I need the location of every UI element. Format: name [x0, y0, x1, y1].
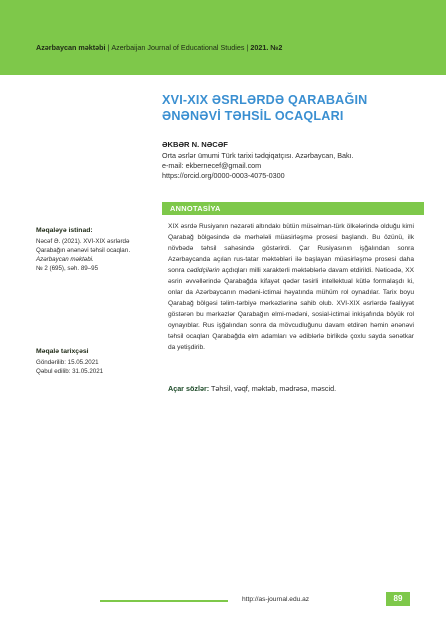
abstract-italic-term: cədidçilərin	[186, 267, 220, 274]
running-header: Azərbaycan məktəbi | Azerbaijan Journal of Educational Studies | 2021. №2	[36, 43, 283, 52]
author-name: ƏKBƏR N. NƏCƏF	[162, 140, 228, 149]
citation-line-2: Qarabağın ənənəvi təhsil ocaqları.	[36, 247, 131, 254]
citation-line-1: Nəcəf Ə. (2021). XVI-XIX əsrlərdə	[36, 238, 130, 245]
orcid-link[interactable]: https://orcid.org/0000-0003-4075-0300	[162, 171, 285, 180]
history-sent: Göndərilib: 15.05.2021	[36, 359, 99, 366]
header-bar	[0, 0, 446, 75]
left-rail	[36, 92, 144, 584]
keywords-label: Açar sözlər:	[168, 384, 210, 393]
history-block	[36, 347, 103, 376]
email-link[interactable]: e-mail: ekbernecef@gmail.com	[162, 161, 262, 170]
citation-title: Məqaləyə istinad:	[36, 227, 93, 234]
abstract-text	[168, 221, 414, 353]
annotation-header	[162, 202, 424, 215]
article-title: XVI-XIX ƏSRLƏRDƏ QARABAĞIN ƏNƏNƏVİ TƏHSİL OCAQLARI	[162, 93, 368, 123]
citation-line-3: Azərbaycan məktəbi.	[36, 256, 94, 263]
history-accepted: Qəbul edilib: 31.05.2021	[36, 368, 104, 375]
abstract-part-1: XIX əsrdə Rusiyanın nəzarəti altındakı bütün müsəlman-türk ölkələrində olduğu kimi Qarabağ bölgəsində də mərhələli müasirləşmə prosesi başlandı. Bu özünü, ilk növbədə təhsil sahəsində göstərirdi. Çar Rusiyasının işğalından sonra Azərbaycanda açılan rus-tatar məktəbləri ilə başlayan müasirləşmə prosesi daha sonra	[168, 223, 414, 274]
abstract-part-2: açdıqları milli xarakterli məktəblərlə davam etdirildi. Nəticədə, XX əsrin əvvəllərində Qarabağda kifayət qədər təsirli intellektual kütlə formalaşdı ki, onlar da Azərbaycanın mədəni-ictimai həyatında mühüm rol oynadılar. Tarix boyu Qarabağ bölgəsi təlim-tərbiyə mərkəzlərinə sahib olub. XVI-XIX əsrlərdə fəaliyyət göstərən bu mərkəzlər Qarabağın elmi-mədəni, sosial-ictimai inkişafında böyük rol oynayıblar. Rus işğalından sonra da mövcudluğunu davam etdirən həmin ənənəvi təhsil ocaqları Qarabağda elm adamları və ədiblərlə birlikdə çoxlu sayda sənətkar da yetişdirib.	[168, 267, 414, 351]
issue-number: 2021. №2	[250, 43, 283, 52]
citation-line-4: № 2 (695), səh. 89–95	[36, 265, 99, 272]
keywords	[168, 384, 414, 394]
keywords-text: Təhsil, vəqf, məktəb, mədrəsə, məscid.	[211, 384, 337, 393]
footer-divider	[100, 600, 228, 602]
page-number-badge: 89	[386, 592, 410, 606]
author-affiliation-block	[162, 151, 424, 181]
footer-url-link[interactable]: http://as-journal.edu.az	[242, 596, 310, 603]
citation-block	[36, 226, 130, 273]
annotation-label: ANNOTASİYA	[170, 204, 221, 213]
journal-name: Azerbaijan Journal of Educational Studies	[111, 43, 245, 52]
affiliation: Orta əsrlər ümumi Türk tarixi tədqiqatçısı. Azərbaycan, Bakı.	[162, 151, 354, 160]
history-title: Məqalə tarixçəsi	[36, 348, 89, 355]
journal-brand: Azərbaycan məktəbi	[36, 43, 106, 52]
